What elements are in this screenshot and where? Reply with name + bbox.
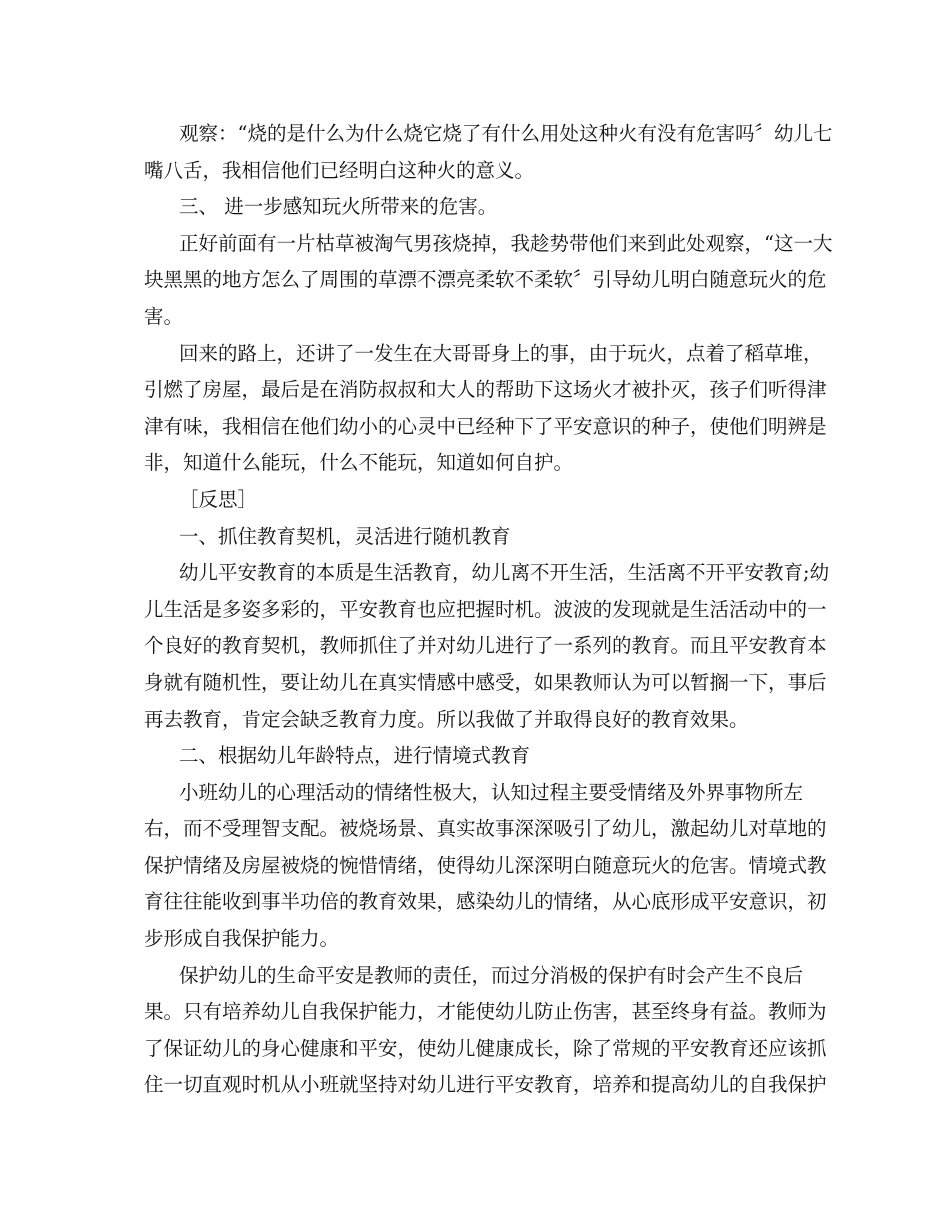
- text-line: 观察：“烧的是什么为什么烧它烧了有什么用处这种火有没有危害吗〞幼儿七: [179, 122, 833, 145]
- text-line: 再去教育，肯定会缺乏教育力度。所以我做了并取得良好的教育效果。: [144, 707, 749, 731]
- text-line: 住一切直观时机从小班就坚持对幼儿进行平安教育，培养和提高幼儿的自我保护: [144, 1073, 827, 1097]
- text-line: 果。只有培养幼儿自我保护能力，才能使幼儿防止伤害，甚至终身有益。教师为: [144, 1000, 827, 1024]
- text-line: 嘴八舌，我相信他们已经明白这种火的意义。: [144, 158, 535, 182]
- text-line: 块黑黑的地方怎么了周围的草漂不漂亮柔软不柔软〞引导幼儿明白随意玩火的危: [144, 268, 827, 292]
- document-body: [144, 116, 833, 1104]
- text-line: 小班幼儿的心理活动的情绪性极大，认知过程主要受情绪及外界事物所左: [179, 780, 804, 804]
- text-line: 身就有随机性，要让幼儿在真实情感中感受，如果教师认为可以暂搁一下，事后: [144, 670, 827, 694]
- text-line: 一、抓住教育契机，灵活进行随机教育: [179, 524, 511, 548]
- text-line: 右，而不受理智支配。被烧场景、真实故事深深吸引了幼儿，激起幼儿对草地的: [144, 817, 827, 841]
- text-line: 津有味，我相信在他们幼小的心灵中已经种下了平安意识的种子，使他们明辨是: [144, 414, 827, 438]
- text-line: 儿生活是多姿多彩的，平安教育也应把握时机。波波的发现就是生活活动中的一: [144, 597, 827, 621]
- text-line: 回来的路上，还讲了一发生在大哥哥身上的事，由于玩火，点着了稻草堆，: [179, 341, 823, 365]
- text-line: 个良好的教育契机，教师抓住了并对幼儿进行了一系列的教育。而且平安教育本: [144, 634, 827, 658]
- text-line: 幼儿平安教育的本质是生活教育，幼儿离不开生活，生活离不开平安教育;幼: [179, 561, 830, 585]
- text-line: ［反思］: [179, 487, 258, 511]
- text-line: 育往往能收到事半功倍的教育效果，感染幼儿的情绪，从心底形成平安意识，初: [144, 890, 827, 914]
- text-line: 保护情绪及房屋被烧的惋惜情绪，使得幼儿深深明白随意玩火的危害。情境式教: [144, 853, 827, 877]
- text-line: 二、根据幼儿年龄特点，进行情境式教育: [179, 744, 531, 768]
- text-line: 步形成自我保护能力。: [144, 927, 340, 951]
- text-line: 保护幼儿的生命平安是教师的责任，而过分消极的保护有时会产生不良后: [179, 963, 804, 987]
- text-line: 了保证幼儿的身心健康和平安，使幼儿健康成长，除了常规的平安教育还应该抓: [144, 1036, 827, 1060]
- text-line: 引燃了房屋，最后是在消防叔叔和大人的帮助下这场火才被扑灭，孩子们听得津: [144, 378, 827, 402]
- text-line: 三、 进一步感知玩火所带来的危害。: [179, 195, 498, 219]
- text-line: 害。: [144, 304, 184, 328]
- text-line: 非，知道什么能玩，什么不能玩，知道如何自护。: [144, 451, 574, 475]
- text-line: 正好前面有一片枯草被淘气男孩烧掉，我趁势带他们来到此处观察，“这一大: [179, 231, 833, 255]
